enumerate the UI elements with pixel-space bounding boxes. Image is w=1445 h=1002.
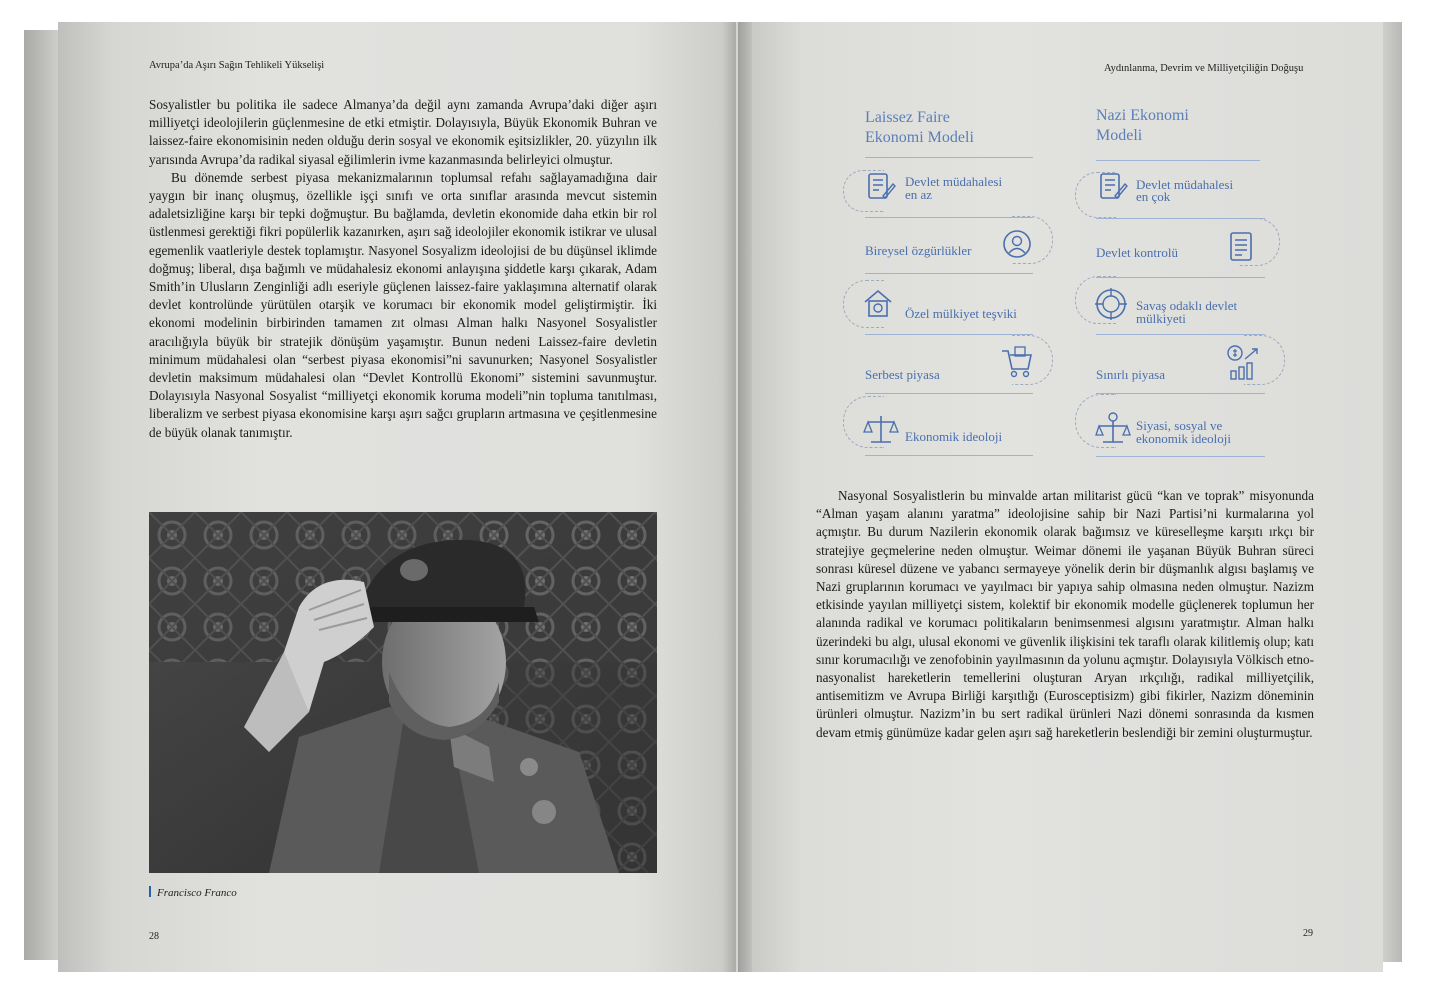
row-rule [865, 217, 1033, 218]
laissez-faire-title-line1: Laissez Faire [865, 109, 950, 126]
row-rule [865, 393, 1033, 394]
laissez-row-1 [843, 168, 1038, 208]
house-coin-icon [861, 286, 895, 320]
franco-photo [149, 512, 657, 873]
row-rule [1096, 456, 1265, 457]
laissez-row-5 [843, 408, 1038, 448]
laissez-faire-title-line2: Ekonomi Modeli [865, 129, 974, 146]
nazi-row-5-label-2: ekonomik ideoloji [1136, 431, 1231, 446]
nazi-economy-title-line1: Nazi Ekonomi [1096, 107, 1189, 124]
page-stack-right [1382, 22, 1402, 962]
nazi-row-5 [1075, 408, 1265, 448]
laissez-row-3-label: Özel mülkiyet teşviki [905, 306, 1017, 321]
document-pen-icon [863, 170, 897, 204]
right-paragraph: Nasyonal Sosyalistlerin bu minvalde artan militarist gücü “kan ve toprak” misyonunda “Alman yaşam alanını yaratma” ideolojisine sahip bir Nazi Partisi’ni kurmalarına yol açmıştır. Bu durum Nazilerin ekonomik olarak bağımsız ve küreselleşme karşıtı ırkçı bir stratejiye geçmelerine neden olmuştur. Weimar dönemi ile yaşanan Büyük Buhran süreci sonrası küresel düzene ve yabancı sermayeye yönelik derin bir düşmanlık algısı başlamış ve Nazi gruplarının korumacı ve yayılmacı bir yapıya sahip olmasına neden olmuştur. Nazizm etkisinde yayılan milliyetçi sistem, kolektif bir ekonomik modelle güçlenerek toplumun her alanında radikal ve korumacı politikaların benimsenmesi algısını yaratmıştır. Alman halkı üzerindeki bu algı, ulusal ekonomi ve güvenlik ilişkisini tek taraflı olarak kilitlemiş olup; katı sınır korumacılığı ve zenofobinin yayılmasının da yolunu açmıştır. Dolayısıyla Völkisch etno-nasyonalist hareketlerin temellerini oluşturan Aryan ırkçılığı, radikal milliyetçilik, antisemitizm ve Avrupa Birliği karşıtlığı (Eurosceptisizm) gibi fikirler, Nazizm döneminin ürünleri olmuştur. Nazizm’in bu sert radikal ürünleri Nazi dönemi sonrasında da kısmen devam etmiş günümüze kadar gelen aşırı sağ hareketlerin beslendiği bir zemini oluşturmuştur. [816, 488, 1314, 740]
nazi-row-3-label-2: mülkiyeti [1136, 311, 1186, 326]
dollar-bar-chart-icon [1225, 343, 1261, 381]
nazi-row-1-label-1: Devlet müdahalesi [1136, 177, 1234, 192]
nazi-row-3 [1075, 284, 1265, 324]
laissez-row-1-label-2: en az [905, 187, 933, 202]
document-pen-icon [1095, 170, 1129, 204]
nazi-row-3-label-1: Savaş odaklı devlet [1136, 298, 1238, 313]
caption-accent-bar [149, 886, 151, 897]
row-rule [1096, 393, 1265, 394]
laissez-row-1-label-1: Devlet müdahalesi [905, 174, 1003, 189]
franco-photo-image [149, 512, 657, 873]
row-rule [1096, 277, 1265, 278]
right-body-text [816, 487, 1314, 742]
target-shield-icon [1093, 286, 1129, 322]
left-paragraph-2: Bu dönemde serbest piyasa mekanizmalarının toplumsal refahı sağlayamadığına dair yaygın bir inanç oluşmuş, özellikle işçi sınıfı ve orta sınıflar arasında mevcut sistemin adaletsizliğine karşı bir tepki doğmuştur. Bu bağlamda, devletin ekonomide daha etkin bir rol üstlenmesi gerektiği fikri popülerlik kazanırken, aşırı sağ ideolojiler ekonomik istikrar ve ulusal egemenlik vaatleriyle destek toplamıştır. Nasyonel Sosyalizm ideolojisi de bu düşünsel iklimde doğmuş; liberal, dışa bağımlı ve müdahalesiz ekonomi anlayışına şiddetle karşı çıkarak, Adam Smith’in Ulusların Zenginliği adlı eseriyle güçlenen laissez-faire yaklaşımına alternatif olarak devlet kontrolünde yürütülen otarşik ve korumacı bir ekonomik model geliştirmiştir. İki ekonomi modelinin birbirinden tamamen zıt olması Alman halkı Nasyonel Sosyalistler aracılığıyla büyük bir stratejik dönüşüm yaşamıştır. Bunun nedeni Laissez-faire devletin minimum müdahalesi olan “serbest piyasa ekonomisi”ni savunurken; Nasyonel Sosyalistler devletin maksimum müdahalesi olan “Devlet Kontrollü Ekonomi” sistemini savunmuştur. Dolayısıyla Nasyonal Sosyalist “milliyetçi ekonomik koruma modeli”nin topluma tanıtılması, liberalizm ve serbest piyasa ekonomisine karşı aşırı sağcı grupların artmasına ve çeşitlenmesine de büyük olanak tanımıştır. [149, 169, 657, 440]
checklist-document-icon [1227, 230, 1257, 264]
nazi-row-1-label-2: en çok [1136, 189, 1171, 204]
photo-caption [149, 886, 237, 899]
left-paragraph-1: Sosyalistler bu politika ile sadece Almanya’da değil aynı zamanda Avrupa’daki diğer aşırı milliyetçi ideolojilerin güçlenmesine de etki etmiştir. Dolayısıyla, Büyük Ekonomik Buhran ve laissez-faire ekonomisinin neden olduğu derin sosyal ve ekonomik eşitsizlikler, 20. yüzyılın ilk yarısında Avrupa’da radikal siyasal eğilimlerin ivme kazanmasında belirleyici olmuştur. [149, 97, 657, 167]
laissez-faire-title-rule [865, 157, 1033, 158]
laissez-faire-title [865, 108, 974, 148]
balance-scale-icon [863, 412, 899, 446]
laissez-row-3 [843, 284, 1038, 324]
nazi-economy-title [1096, 106, 1189, 146]
nazi-economy-title-line2: Modeli [1096, 127, 1143, 144]
page-stack-left [24, 30, 60, 960]
laissez-row-2-label: Bireysel özgürlükler [865, 243, 972, 258]
scale-gear-icon [1095, 410, 1131, 446]
nazi-economy-title-rule [1096, 160, 1260, 161]
left-body-text [149, 96, 657, 442]
laissez-row-4-label: Serbest piyasa [865, 367, 940, 382]
row-rule [865, 455, 1033, 456]
nazi-row-2 [1075, 224, 1280, 264]
right-page-number: 29 [1303, 928, 1313, 939]
left-running-header: Avrupa’da Aşırı Sağın Tehlikeli Yükselişi [149, 60, 325, 71]
nazi-row-1 [1075, 168, 1265, 208]
laissez-row-5-label: Ekonomik ideoloji [905, 429, 1003, 444]
laissez-row-4 [843, 343, 1053, 383]
nazi-row-2-label: Devlet kontrolü [1096, 245, 1178, 260]
left-page-number: 28 [149, 931, 159, 942]
nazi-row-4-label: Sınırlı piyasa [1096, 367, 1165, 382]
nazi-row-4 [1075, 343, 1285, 383]
laissez-row-2 [843, 222, 1053, 262]
shopping-cart-icon [999, 343, 1035, 379]
book-spine-shadow [722, 22, 752, 972]
row-rule [1096, 334, 1265, 335]
row-rule [865, 334, 1033, 335]
right-running-header: Aydınlanma, Devrim ve Milliyetçiliğin Doğuşu [1104, 63, 1304, 74]
photo-caption-text: Francisco Franco [157, 887, 237, 899]
person-circle-icon [1001, 228, 1033, 260]
row-rule [865, 273, 1033, 274]
nazi-row-5-label-1: Siyasi, sosyal ve [1136, 418, 1223, 433]
